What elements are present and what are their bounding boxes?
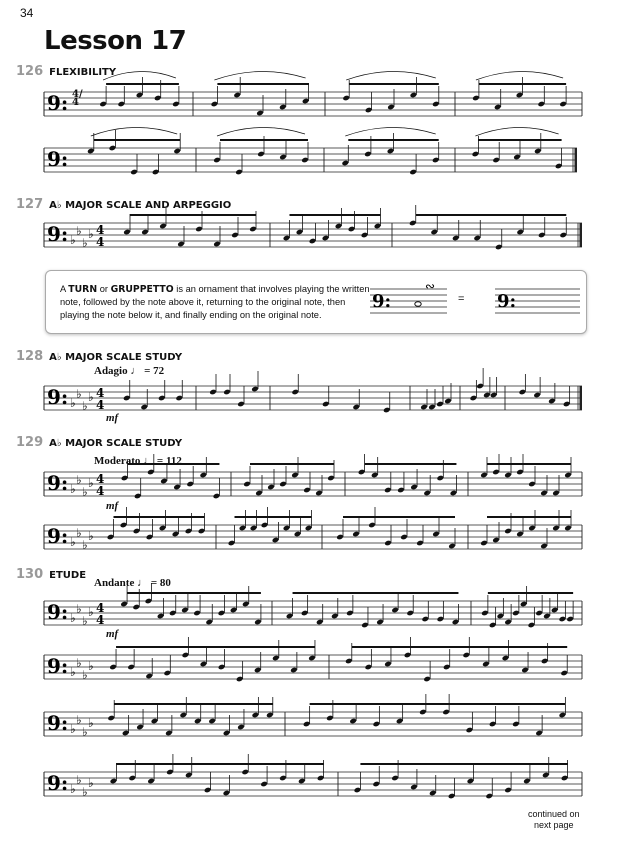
time-signature-bottom: 4 (96, 235, 105, 249)
slur (217, 127, 305, 136)
tempo-marking: Adagio ♩ = 72 (94, 365, 165, 377)
exercise-title: ETUDE (49, 570, 87, 581)
exercise-number: 130 (16, 567, 44, 582)
bass-clef-icon: 9: (47, 91, 69, 115)
flat-icon: ♭ (88, 476, 94, 490)
flat-icon: ♭ (70, 535, 76, 549)
equals-sign: = (458, 293, 465, 305)
dynamic-marking: mf (106, 500, 119, 512)
final-barline (575, 148, 578, 172)
bass-clef-icon: 9: (47, 524, 69, 548)
continued-note: continued on next page (528, 809, 580, 830)
slur (214, 71, 305, 80)
flat-icon: ♭ (82, 668, 88, 682)
time-signature: 4/4 (72, 89, 83, 108)
flat-icon: ♭ (70, 665, 76, 679)
flat-icon: ♭ (76, 602, 82, 616)
flat-icon: ♭ (76, 473, 82, 487)
lesson-title: Lesson 17 (44, 26, 187, 56)
exercise-title: A♭ MAJOR SCALE AND ARPEGGIO (49, 200, 232, 211)
flat-icon: ♭ (82, 785, 88, 799)
flat-icon: ♭ (88, 776, 94, 790)
bass-clef-icon: 9: (47, 600, 69, 624)
dynamic-marking: mf (106, 628, 119, 640)
bass-clef-icon: 9: (372, 291, 392, 312)
slur (346, 71, 436, 80)
bass-clef-icon: 9: (47, 471, 69, 495)
term-gruppetto: GRUPPETTO (110, 284, 174, 295)
flat-icon: ♭ (82, 399, 88, 413)
flat-icon: ♭ (82, 725, 88, 739)
flat-icon: ♭ (70, 722, 76, 736)
flat-icon: ♭ (88, 227, 94, 241)
exercise-number: 127 (16, 197, 44, 212)
flat-icon: ♭ (76, 656, 82, 670)
dynamic-marking: mf (106, 412, 119, 424)
flat-icon: ♭ (88, 659, 94, 673)
flat-icon: ♭ (70, 233, 76, 247)
final-barline (580, 386, 583, 410)
final-barline (580, 223, 583, 247)
flat-icon: ♭ (88, 529, 94, 543)
time-signature-top: 4 (96, 223, 105, 237)
time-signature-top: 4 (96, 601, 105, 615)
flat-icon: ♭ (76, 224, 82, 238)
time-signature-bottom: 4 (96, 484, 105, 498)
time-signature-bottom: 4 (96, 613, 105, 627)
bass-clef-icon: 9: (47, 222, 69, 246)
time-signature-top: 4 (96, 472, 105, 486)
flat-icon: ♭ (70, 611, 76, 625)
page-number: 34 (20, 6, 34, 20)
exercise-number: 126 (16, 64, 44, 79)
term-turn: TURN (68, 284, 98, 295)
slur (103, 71, 176, 80)
flat-icon: ♭ (76, 387, 82, 401)
slur (475, 127, 558, 136)
flat-icon: ♭ (82, 236, 88, 250)
bass-clef-icon: 9: (47, 385, 69, 409)
flat-icon: ♭ (88, 390, 94, 404)
turn-description: A TURN or GRUPPETTO is an ornament that involves playing the written note, followed by the note above it, returning to the original note, then playing the note below it, and finally ending on the original note. (60, 284, 370, 320)
tempo-marking: Andante ♩ = 80 (94, 577, 171, 589)
exercise-title: A♭ MAJOR SCALE STUDY (49, 438, 183, 449)
exercise-title: A♭ MAJOR SCALE STUDY (49, 352, 183, 363)
flat-icon: ♭ (70, 782, 76, 796)
flat-icon: ♭ (82, 614, 88, 628)
note-head (415, 302, 421, 307)
flat-icon: ♭ (76, 713, 82, 727)
time-signature-top: 4 (96, 386, 105, 400)
time-signature-bottom: 4 (96, 398, 105, 412)
slur (91, 127, 177, 136)
flat-icon: ♭ (88, 716, 94, 730)
exercise-number: 129 (16, 435, 44, 450)
flat-icon: ♭ (82, 538, 88, 552)
bass-clef-icon: 9: (47, 711, 69, 735)
exercise-number: 128 (16, 349, 44, 364)
tempo-marking: Moderato ♩ = 112 (94, 455, 182, 467)
bass-clef-icon: 9: (47, 771, 69, 795)
bass-clef-icon: 9: (497, 291, 517, 312)
flat-icon: ♭ (88, 605, 94, 619)
bass-clef-icon: 9: (47, 654, 69, 678)
flat-icon: ♭ (70, 396, 76, 410)
bass-clef-icon: 9: (47, 147, 69, 171)
flat-icon: ♭ (70, 482, 76, 496)
flat-icon: ♭ (82, 485, 88, 499)
flat-icon: ♭ (76, 526, 82, 540)
exercise-title: FLEXIBILITY (49, 67, 117, 78)
turn-icon: ∾ (425, 279, 436, 293)
slur (345, 127, 435, 136)
flat-icon: ♭ (76, 773, 82, 787)
slur (476, 71, 563, 80)
